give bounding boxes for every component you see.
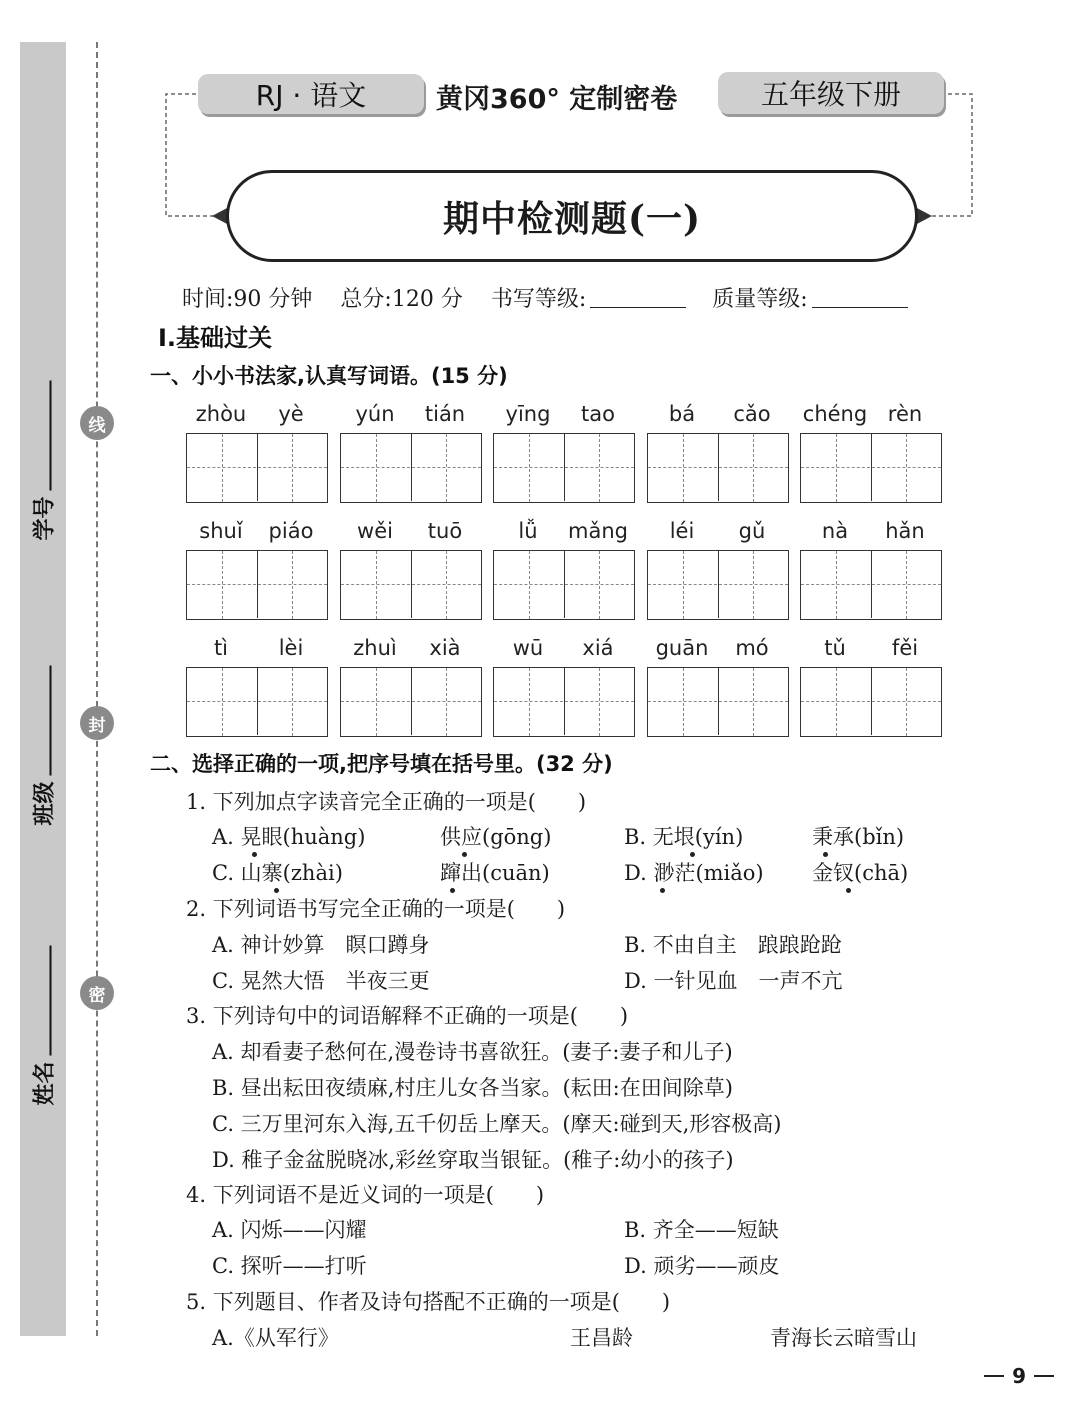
pinyin-label: bá [668, 402, 696, 426]
q3-option-b[interactable]: B. 昼出耘田夜绩麻,村庄儿女各当家。(耘田:在田间除草) [212, 1076, 733, 1100]
q2-option-a[interactable]: A. 神计妙算 瞑口蹲身 [212, 933, 430, 957]
writing-box[interactable] [186, 667, 328, 737]
q1-option-d2: 金钗(chā) [812, 861, 909, 885]
writing-box[interactable] [493, 667, 635, 737]
q1-option-a[interactable]: A. 晃眼(huàng) [212, 825, 366, 849]
pinyin-label: tǔ [824, 636, 846, 660]
pinyin-label: piáo [268, 519, 314, 543]
part-title: Ⅰ.基础过关 [158, 324, 273, 352]
pinyin-label: hǎn [885, 519, 925, 543]
pinyin-label: gǔ [738, 519, 766, 543]
writing-box[interactable] [493, 433, 635, 503]
q3-option-c[interactable]: C. 三万里河东入海,五千仞岳上摩天。(摩天:碰到天,形容极高) [212, 1112, 782, 1136]
student-id-field[interactable] [20, 330, 66, 590]
student-id-blank[interactable] [35, 380, 51, 490]
q1-option-a2: 供应(gōng) [440, 825, 552, 849]
pinyin-label: tuō [427, 519, 463, 543]
series-title: 黄冈360° 定制密卷 [436, 83, 678, 115]
q2-title: 二、选择正确的一项,把序号填在括号里。(32 分) [150, 752, 613, 776]
writing-box[interactable] [800, 550, 942, 620]
question-1-stem: 1. 下列加点字读音完全正确的一项是( ) [186, 790, 587, 814]
pinyin-label: fěi [891, 636, 919, 660]
pinyin-label: cǎo [733, 402, 771, 426]
pinyin-label: yīng [505, 402, 551, 426]
subject-tag: RJ · 语文 [198, 74, 424, 114]
writing-box[interactable] [647, 433, 789, 503]
pinyin-label: yún [355, 402, 395, 426]
name-label: 姓名 [32, 1060, 58, 1106]
writing-box[interactable] [800, 433, 942, 503]
question-3-stem: 3. 下列诗句中的词语解释不正确的一项是( ) [186, 1004, 629, 1028]
cut-mark-line: 线 [80, 406, 114, 440]
writing-box[interactable] [340, 433, 482, 503]
pinyin-label: chéng [802, 402, 868, 426]
exam-title: 期中检测题(一) [442, 197, 702, 240]
writing-box[interactable] [340, 667, 482, 737]
q3-option-d[interactable]: D. 稚子金盆脱晓冰,彩丝穿取当银钲。(稚子:幼小的孩子) [212, 1148, 734, 1172]
exam-title-box [226, 170, 918, 262]
writing-grade-blank[interactable] [590, 287, 686, 308]
emphasis-dot [252, 852, 257, 857]
question-5-stem: 5. 下列题目、作者及诗句搭配不正确的一项是( ) [186, 1290, 671, 1314]
emphasis-dot [823, 852, 828, 857]
q5-option-a-verse: 青海长云暗雪山 [770, 1326, 917, 1350]
pinyin-label: nà [821, 519, 849, 543]
writing-box[interactable] [186, 433, 328, 503]
pinyin-label: tao [581, 402, 615, 426]
q1-option-d[interactable]: D. 渺茫(miǎo) [624, 861, 764, 885]
quality-grade-blank[interactable] [812, 287, 908, 308]
q3-option-a[interactable]: A. 却看妻子愁何在,漫卷诗书喜欲狂。(妻子:妻子和儿子) [212, 1040, 733, 1064]
pinyin-label: wū [512, 636, 544, 660]
pinyin-label: xià [429, 636, 461, 660]
pinyin-label: tián [424, 402, 466, 426]
pinyin-label: mó [735, 636, 769, 660]
emphasis-dot [846, 888, 851, 893]
writing-box[interactable] [493, 550, 635, 620]
class-blank[interactable] [35, 665, 51, 775]
emphasis-dot [690, 852, 695, 857]
q4-option-d[interactable]: D. 顽劣——顽皮 [624, 1254, 780, 1278]
q4-option-b[interactable]: B. 齐全——短缺 [624, 1218, 779, 1242]
emphasis-dot [660, 888, 665, 893]
q2-option-b[interactable]: B. 不由自主 踉踉跄跄 [624, 933, 842, 957]
q2-option-d[interactable]: D. 一针见血 一声不亢 [624, 969, 843, 993]
page-number-value: 9 [1012, 1364, 1026, 1388]
grade-tag: 五年级下册 [718, 72, 944, 114]
q5-option-a-author: 王昌龄 [570, 1326, 633, 1350]
writing-box[interactable] [647, 667, 789, 737]
pinyin-label: léi [669, 519, 695, 543]
exam-time: 时间:90 分钟 [182, 286, 313, 312]
exam-info [182, 280, 962, 314]
name-field[interactable] [20, 900, 66, 1150]
name-blank[interactable] [35, 945, 51, 1055]
class-label: 班级 [32, 780, 58, 826]
pinyin-label: mǎng [568, 519, 628, 543]
pinyin-label: rèn [887, 402, 923, 426]
cut-mark-seal: 封 [80, 706, 114, 740]
pinyin-label: guān [655, 636, 709, 660]
quality-grade-label: 质量等级: [712, 286, 808, 312]
class-field[interactable] [20, 620, 66, 870]
pinyin-label: tì [213, 636, 229, 660]
student-id-label: 学号 [32, 495, 58, 541]
pinyin-label: xiá [582, 636, 614, 660]
pinyin-label: shuǐ [199, 519, 243, 543]
question-4-stem: 4. 下列词语不是近义词的一项是( ) [186, 1183, 545, 1207]
pinyin-label: yè [278, 402, 304, 426]
pinyin-label: lǚ [518, 519, 538, 543]
q1-option-c2: 蹿出(cuān) [440, 861, 550, 885]
q2-option-c[interactable]: C. 晃然大悟 半夜三更 [212, 969, 430, 993]
writing-grade-label: 书写等级: [490, 286, 587, 312]
cut-mark-secret: 密 [80, 976, 114, 1010]
q1-option-b2: 秉承(bǐn) [812, 825, 905, 849]
writing-box[interactable] [800, 667, 942, 737]
page-number [976, 1364, 1062, 1388]
writing-box[interactable] [340, 550, 482, 620]
writing-box[interactable] [647, 550, 789, 620]
q1-title: 一、小小书法家,认真写词语。(15 分) [150, 364, 508, 388]
question-2-stem: 2. 下列词语书写完全正确的一项是( ) [186, 897, 566, 921]
q5-option-a-title[interactable]: A.《从军行》 [212, 1326, 339, 1350]
q4-option-a[interactable]: A. 闪烁——闪耀 [212, 1218, 367, 1242]
q4-option-c[interactable]: C. 探听——打听 [212, 1254, 367, 1278]
writing-box[interactable] [186, 550, 328, 620]
pinyin-label: wěi [357, 519, 393, 543]
q1-option-b[interactable]: B. 无垠(yín) [624, 825, 744, 849]
q1-option-c[interactable]: C. 山寨(zhài) [212, 861, 343, 885]
pinyin-label: zhuì [353, 636, 397, 660]
emphasis-dot [462, 852, 467, 857]
exam-total: 总分:120 分 [340, 286, 463, 312]
pinyin-label: lèi [278, 636, 304, 660]
pinyin-label: zhòu [195, 402, 247, 426]
